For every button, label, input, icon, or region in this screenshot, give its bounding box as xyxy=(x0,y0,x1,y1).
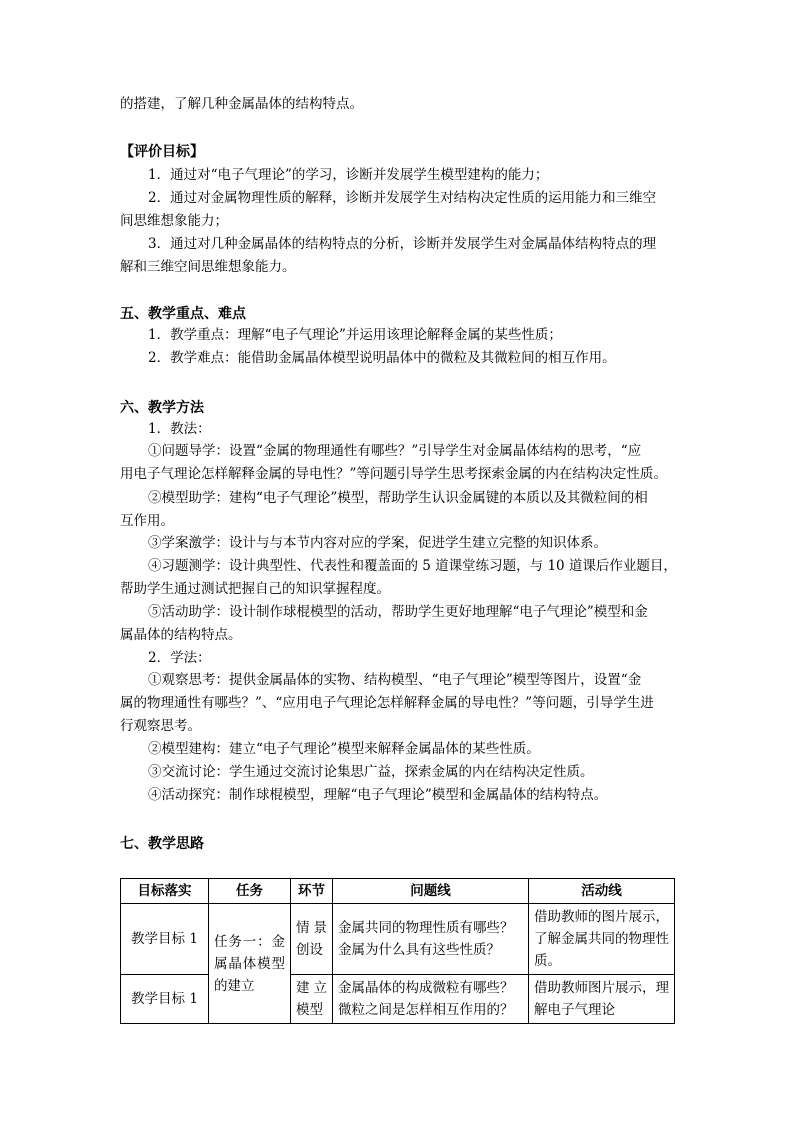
method-1-cont: 用电子气理论怎样解释金属的导电性？”等问题引导学生思考探索金属的内在结构决定性质。 xyxy=(120,466,667,482)
study-1-cont: 属的物理通性有哪些？”、“应用电子气理论怎样解释金属的导电性？”等问题，引导学生进 xyxy=(120,695,654,711)
header-activity-line: 活动线 xyxy=(529,879,675,904)
cell-question: 金属共同的物理性质有哪些？金属为什么具有这些性质？ xyxy=(333,904,529,975)
header-task: 任务 xyxy=(209,879,291,904)
key-point: 1．教学重点：理解“电子气理论”并运用该理论解释金属的某些性质； xyxy=(148,327,562,343)
table-row xyxy=(121,904,675,975)
cell-stage: 建立模型 xyxy=(291,975,333,1024)
method-2: ②模型助学：建构“电子气理论”模型，帮助学生认识金属键的本质以及其微粒间的相 xyxy=(148,490,648,506)
header-question-line: 问题线 xyxy=(333,879,529,904)
cell-goal: 教学目标 1 xyxy=(121,975,209,1024)
teaching-plan-table xyxy=(120,878,675,1024)
method-4-cont: 帮助学生通过测试把握自己的知识掌握程度。 xyxy=(120,581,390,597)
section-5-heading: 五、教学重点、难点 xyxy=(120,306,246,322)
teaching-method-title: 1．教法： xyxy=(148,421,211,437)
eval-item-3-cont: 解和三维空间思维想象能力。 xyxy=(120,259,296,275)
method-4: ④习题测学：设计典型性、代表性和覆盖面的 5 道课堂练习题，与 10 道课后作业题目， xyxy=(148,558,677,574)
eval-item-3: 3．通过对几种金属晶体的结构特点的分析，诊断并发展学生对金属晶体结构特点的理 xyxy=(148,236,657,252)
cell-activity: 借助教师的图片展示，了解金属共同的物理性质。 xyxy=(529,904,675,975)
study-2: ②模型建构：建立“电子气理论”模型来解释金属晶体的某些性质。 xyxy=(148,741,540,757)
method-3: ③学案激学：设计与与本节内容对应的学案，促进学生建立完整的知识体系。 xyxy=(148,535,607,551)
eval-item-2: 2．通过对金属物理性质的解释，诊断并发展学生对结构决定性质的运用能力和三维空 xyxy=(148,190,657,206)
method-2-cont: 互作用。 xyxy=(120,513,174,529)
header-stage: 环节 xyxy=(291,879,333,904)
cell-stage: 情景创设 xyxy=(291,904,333,975)
method-5-cont: 属晶体的结构特点。 xyxy=(120,627,242,643)
cell-task: 任务一：金属晶体模型的建立 xyxy=(209,904,291,1024)
study-4: ④活动探究：制作球棍模型，理解“电子气理论”模型和金属晶体的结构特点。 xyxy=(148,787,608,803)
table-header-row xyxy=(121,879,675,904)
section-6-heading: 六、教学方法 xyxy=(120,400,204,416)
cell-activity: 借助教师图片展示，理解电子气理论 xyxy=(529,975,675,1024)
eval-heading: 【评价目标】 xyxy=(120,144,204,160)
learning-method-title: 2．学法： xyxy=(148,650,211,666)
header-goal: 目标落实 xyxy=(121,879,209,904)
eval-item-2-cont: 间思维想象能力； xyxy=(120,213,228,229)
table-row xyxy=(121,975,675,1024)
intro-line: 的搭建，了解几种金属晶体的结构特点。 xyxy=(120,96,363,112)
study-1: ①观察思考：提供金属晶体的实物、结构模型、“电子气理论”模型等图片，设置“金 xyxy=(148,672,642,688)
study-1-cont2: 行观察思考。 xyxy=(120,718,201,734)
section-7-heading: 七、教学思路 xyxy=(120,836,204,852)
cell-question: 金属晶体的构成微粒有哪些？微粒之间是怎样相互作用的？ xyxy=(333,975,529,1024)
method-5: ⑤活动助学：设计制作球棍模型的活动，帮助学生更好地理解“电子气理论”模型和金 xyxy=(148,604,648,620)
method-1: ①问题导学：设置“金属的物理通性有哪些？”引导学生对金属晶体结构的思考，“应 xyxy=(148,443,642,459)
difficult-point: 2．教学难点：能借助金属晶体模型说明晶体中的微粒及其微粒间的相互作用。 xyxy=(148,350,616,366)
study-3: ③交流讨论：学生通过交流讨论集思广益，探索金属的内在结构决定性质。 xyxy=(148,764,594,780)
eval-item-1: 1．通过对“电子气理论”的学习，诊断并发展学生模型建构的能力； xyxy=(148,167,549,183)
cell-goal: 教学目标 1 xyxy=(121,904,209,975)
